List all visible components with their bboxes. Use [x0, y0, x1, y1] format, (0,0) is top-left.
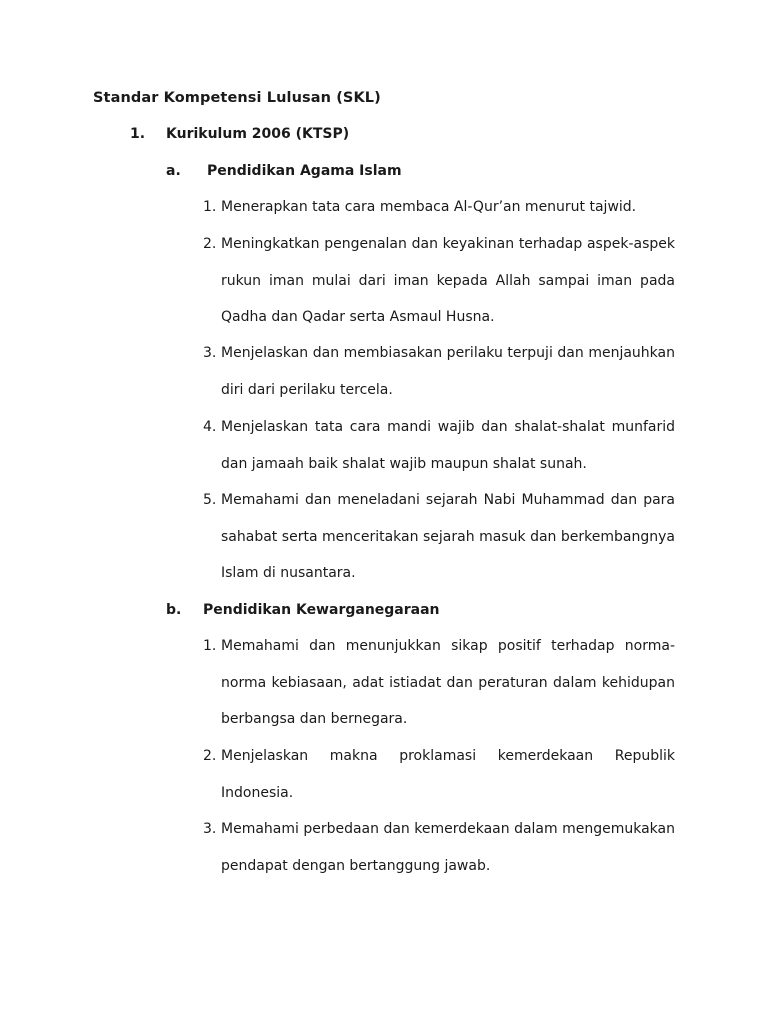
list-item-text: Menjelaskan makna proklamasi kemerdekaan Republik Indonesia.: [221, 748, 675, 801]
list-item-text: Memahami perbedaan dan kemerdekaan dalam mengemukakan pendapat dengan bertanggung jawab.: [221, 821, 675, 874]
subsection-heading-b: Pendidikan Kewarganegaraan: [203, 602, 440, 618]
list-item-number: 2.: [203, 748, 217, 764]
list-item-number: 3.: [203, 345, 217, 361]
list-item-text: Menjelaskan dan membiasakan perilaku terpuji dan menjauhkan diri dari perilaku tercela.: [221, 345, 675, 398]
list-item: [203, 199, 675, 226]
list-item-number: 3.: [203, 821, 217, 837]
list-item: [203, 419, 675, 482]
list-item-number: 2.: [203, 236, 217, 252]
list-item-number: 5.: [203, 492, 217, 508]
list-item: [203, 492, 675, 592]
list-item: [203, 345, 675, 408]
subsection-heading-a: Pendidikan Agama Islam: [207, 163, 402, 179]
list-item: [203, 236, 675, 336]
list-item-text: Menerapkan tata cara membaca Al-Qur’an menurut tajwid.: [221, 199, 637, 215]
list-item-text: Memahami dan meneladani sejarah Nabi Muhammad dan para sahabat serta menceritakan sejarah masuk dan berkembangnya Islam di nusantara.: [221, 492, 675, 581]
list-item-number: 4.: [203, 419, 217, 435]
list-item-text: Meningkatkan pengenalan dan keyakinan terhadap aspek-aspek rukun iman mulai dari iman kepada Allah sampai iman pada Qadha dan Qadar serta Asmaul Husna.: [221, 236, 675, 325]
list-item-number: 1.: [203, 199, 217, 215]
list-item-text: Menjelaskan tata cara mandi wajib dan shalat-shalat munfarid dan jamaah baik shalat wajib maupun shalat sunah.: [221, 419, 675, 472]
section-number: 1.: [130, 126, 146, 142]
list-item: [203, 638, 675, 738]
subsection-letter-a: a.: [166, 163, 181, 179]
page-title: Standar Kompetensi Lulusan (SKL): [93, 90, 381, 106]
list-item-number: 1.: [203, 638, 217, 654]
list-item-text: Memahami dan menunjukkan sikap positif terhadap norma-norma kebiasaan, adat istiadat dan peraturan dalam kehidupan berbangsa dan bernegara.: [221, 638, 675, 727]
list-item: [203, 821, 675, 884]
section-heading: Kurikulum 2006 (KTSP): [166, 126, 350, 142]
subsection-letter-b: b.: [166, 602, 182, 618]
list-item: [203, 748, 675, 811]
